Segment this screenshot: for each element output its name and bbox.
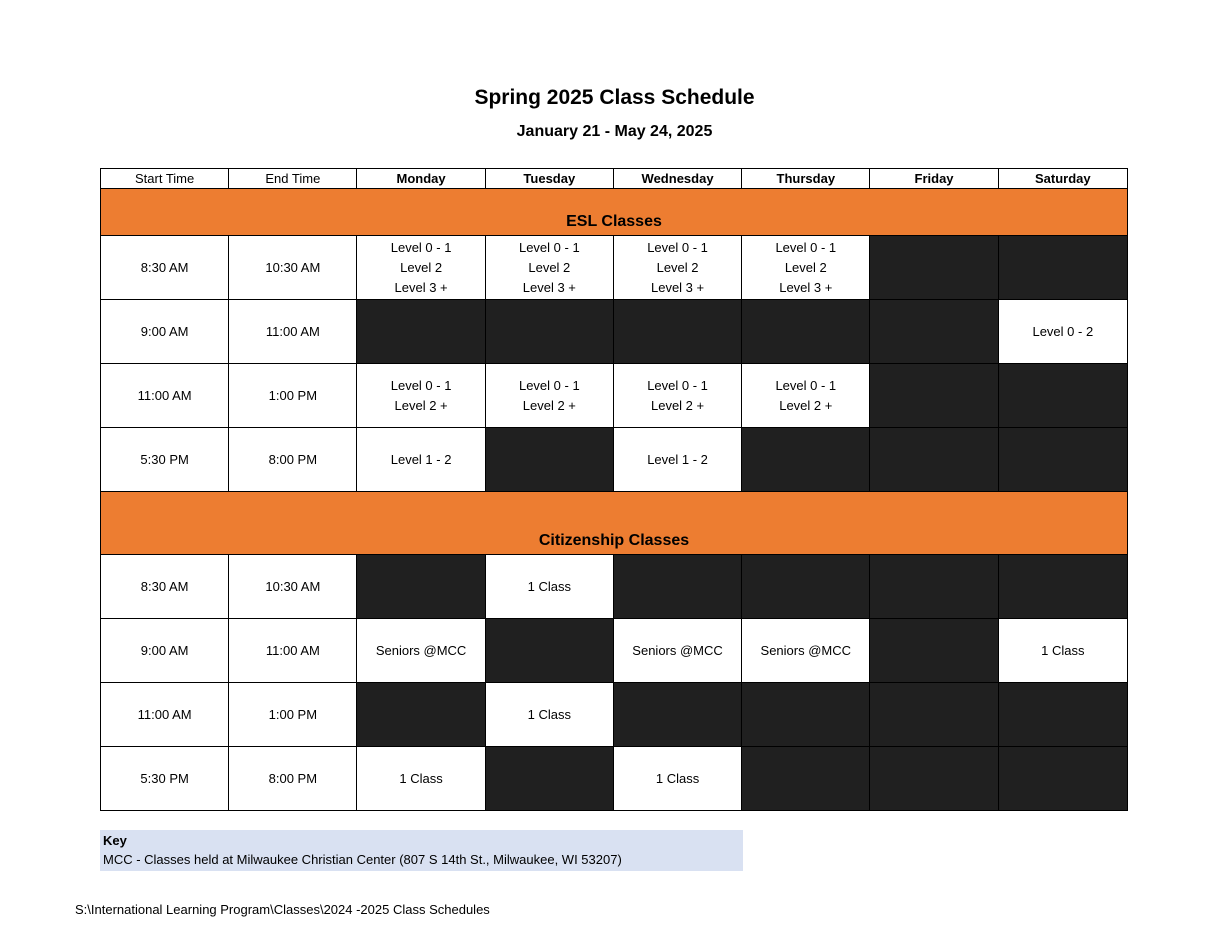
no-class-cell-tuesday bbox=[485, 300, 613, 364]
end-time-cell: 11:00 AM bbox=[229, 300, 357, 364]
citizenship-section-label: Citizenship Classes bbox=[101, 492, 1128, 555]
file-path-footer: S:\International Learning Program\Classes\2024 -2025 Class Schedules bbox=[75, 902, 490, 917]
class-cell-monday bbox=[357, 364, 485, 428]
class-level-text: Level 2 + bbox=[522, 397, 576, 413]
class-level-text: Level 2 bbox=[400, 259, 443, 275]
end-time-cell: 8:00 PM bbox=[229, 747, 357, 811]
start-time-cell: 5:30 PM bbox=[101, 428, 229, 492]
class-level-text: Level 0 - 2 bbox=[1032, 323, 1094, 339]
start-time-cell: 5:30 PM bbox=[101, 747, 229, 811]
class-level-text: Level 0 - 1 bbox=[775, 377, 837, 393]
class-level-text: 1 Class bbox=[527, 578, 571, 594]
no-class-cell-friday bbox=[870, 300, 998, 364]
esl-section-label: ESL Classes bbox=[101, 189, 1128, 236]
no-class-cell-friday bbox=[870, 236, 998, 300]
table-row bbox=[101, 364, 1128, 428]
column-header-saturday: Saturday bbox=[998, 169, 1127, 189]
class-level-text: Level 3 + bbox=[650, 279, 705, 295]
table-row bbox=[101, 555, 1128, 619]
column-header-wednesday: Wednesday bbox=[613, 169, 741, 189]
key-text: MCC - Classes held at Milwaukee Christian Center (807 S 14th St., Milwaukee, WI 53207) bbox=[103, 852, 622, 867]
column-header-tuesday: Tuesday bbox=[485, 169, 613, 189]
class-cell-saturday bbox=[998, 619, 1127, 683]
no-class-cell-friday bbox=[870, 364, 998, 428]
no-class-cell-thursday bbox=[742, 300, 870, 364]
class-level-text: Level 0 - 1 bbox=[518, 377, 580, 393]
class-level-text: 1 Class bbox=[1041, 642, 1085, 658]
esl-section-band bbox=[101, 189, 1128, 236]
class-cell-tuesday bbox=[485, 236, 613, 300]
no-class-cell-saturday bbox=[998, 428, 1127, 492]
class-level-text: Level 2 + bbox=[779, 397, 833, 413]
schedule-body bbox=[101, 169, 1128, 811]
end-time-cell: 11:00 AM bbox=[229, 619, 357, 683]
start-time-cell: 8:30 AM bbox=[101, 555, 229, 619]
no-class-cell-monday bbox=[357, 555, 485, 619]
class-cell-monday bbox=[357, 428, 485, 492]
no-class-cell-tuesday bbox=[485, 428, 613, 492]
class-level-text: Level 1 - 2 bbox=[390, 451, 452, 467]
start-time-cell: 9:00 AM bbox=[101, 619, 229, 683]
class-level-text: Level 0 - 1 bbox=[390, 377, 452, 393]
end-time-cell: 8:00 PM bbox=[229, 428, 357, 492]
class-cell-thursday bbox=[742, 364, 870, 428]
no-class-cell-saturday bbox=[998, 555, 1127, 619]
class-cell-monday bbox=[357, 236, 485, 300]
no-class-cell-friday bbox=[870, 747, 998, 811]
schedule-table bbox=[100, 168, 1128, 811]
table-row bbox=[101, 300, 1128, 364]
class-level-text: Level 2 + bbox=[650, 397, 705, 413]
end-time-cell: 10:30 AM bbox=[229, 555, 357, 619]
class-level-text: Level 3 + bbox=[779, 279, 833, 295]
class-level-text: Level 2 + bbox=[394, 397, 448, 413]
no-class-cell-saturday bbox=[998, 236, 1127, 300]
class-level-text: Level 0 - 1 bbox=[647, 377, 708, 393]
class-level-text: Level 3 + bbox=[394, 279, 448, 295]
no-class-cell-saturday bbox=[998, 747, 1127, 811]
class-cell-saturday bbox=[998, 300, 1127, 364]
class-level-text: Seniors @MCC bbox=[375, 642, 467, 658]
class-level-text: Level 1 - 2 bbox=[647, 451, 708, 467]
table-row bbox=[101, 236, 1128, 300]
class-cell-wednesday bbox=[613, 428, 741, 492]
end-time-cell: 1:00 PM bbox=[229, 364, 357, 428]
no-class-cell-tuesday bbox=[485, 747, 613, 811]
no-class-cell-wednesday bbox=[613, 683, 741, 747]
no-class-cell-wednesday bbox=[613, 555, 741, 619]
no-class-cell-saturday bbox=[998, 364, 1127, 428]
page-title: Spring 2025 Class Schedule bbox=[474, 86, 755, 109]
class-level-text: Level 2 bbox=[528, 259, 571, 275]
class-level-text: Level 2 bbox=[784, 259, 827, 275]
no-class-cell-wednesday bbox=[613, 300, 741, 364]
class-level-text: Level 0 - 1 bbox=[518, 239, 580, 255]
class-level-text: Seniors @MCC bbox=[632, 642, 723, 658]
no-class-cell-thursday bbox=[742, 555, 870, 619]
no-class-cell-monday bbox=[357, 683, 485, 747]
no-class-cell-tuesday bbox=[485, 619, 613, 683]
class-level-text: Level 2 bbox=[656, 259, 699, 275]
class-cell-thursday bbox=[742, 236, 870, 300]
no-class-cell-friday bbox=[870, 619, 998, 683]
start-time-cell: 11:00 AM bbox=[101, 364, 229, 428]
column-header-thursday: Thursday bbox=[742, 169, 870, 189]
class-cell-wednesday bbox=[613, 747, 741, 811]
key-title: Key bbox=[103, 833, 127, 848]
class-level-text: Level 0 - 1 bbox=[647, 239, 708, 255]
no-class-cell-friday bbox=[870, 683, 998, 747]
class-level-text: Level 0 - 1 bbox=[775, 239, 837, 255]
table-row bbox=[101, 428, 1128, 492]
class-cell-wednesday bbox=[613, 619, 741, 683]
table-row bbox=[101, 683, 1128, 747]
no-class-cell-saturday bbox=[998, 683, 1127, 747]
key-legend bbox=[100, 830, 743, 871]
column-header-friday: Friday bbox=[870, 169, 998, 189]
no-class-cell-thursday bbox=[742, 428, 870, 492]
class-level-text: 1 Class bbox=[527, 706, 571, 722]
end-time-cell: 1:00 PM bbox=[229, 683, 357, 747]
column-header-end-time: End Time bbox=[229, 169, 357, 189]
start-time-cell: 9:00 AM bbox=[101, 300, 229, 364]
table-row bbox=[101, 619, 1128, 683]
no-class-cell-thursday bbox=[742, 683, 870, 747]
citizenship-section-band bbox=[101, 492, 1128, 555]
class-cell-monday bbox=[357, 747, 485, 811]
start-time-cell: 11:00 AM bbox=[101, 683, 229, 747]
no-class-cell-monday bbox=[357, 300, 485, 364]
class-cell-monday bbox=[357, 619, 485, 683]
column-header-monday: Monday bbox=[357, 169, 485, 189]
table-row bbox=[101, 747, 1128, 811]
header-row bbox=[101, 169, 1128, 189]
class-cell-wednesday bbox=[613, 364, 741, 428]
class-level-text: 1 Class bbox=[399, 770, 443, 786]
class-level-text: 1 Class bbox=[655, 770, 700, 786]
no-class-cell-thursday bbox=[742, 747, 870, 811]
class-cell-tuesday bbox=[485, 683, 613, 747]
class-cell-thursday bbox=[742, 619, 870, 683]
no-class-cell-friday bbox=[870, 428, 998, 492]
class-cell-tuesday bbox=[485, 364, 613, 428]
class-cell-tuesday bbox=[485, 555, 613, 619]
class-level-text: Seniors @MCC bbox=[760, 642, 852, 658]
class-level-text: Level 0 - 1 bbox=[390, 239, 452, 255]
class-cell-wednesday bbox=[613, 236, 741, 300]
no-class-cell-friday bbox=[870, 555, 998, 619]
class-level-text: Level 3 + bbox=[522, 279, 576, 295]
start-time-cell: 8:30 AM bbox=[101, 236, 229, 300]
end-time-cell: 10:30 AM bbox=[229, 236, 357, 300]
column-header-start-time: Start Time bbox=[101, 169, 229, 189]
date-range-subtitle: January 21 - May 24, 2025 bbox=[516, 123, 713, 140]
